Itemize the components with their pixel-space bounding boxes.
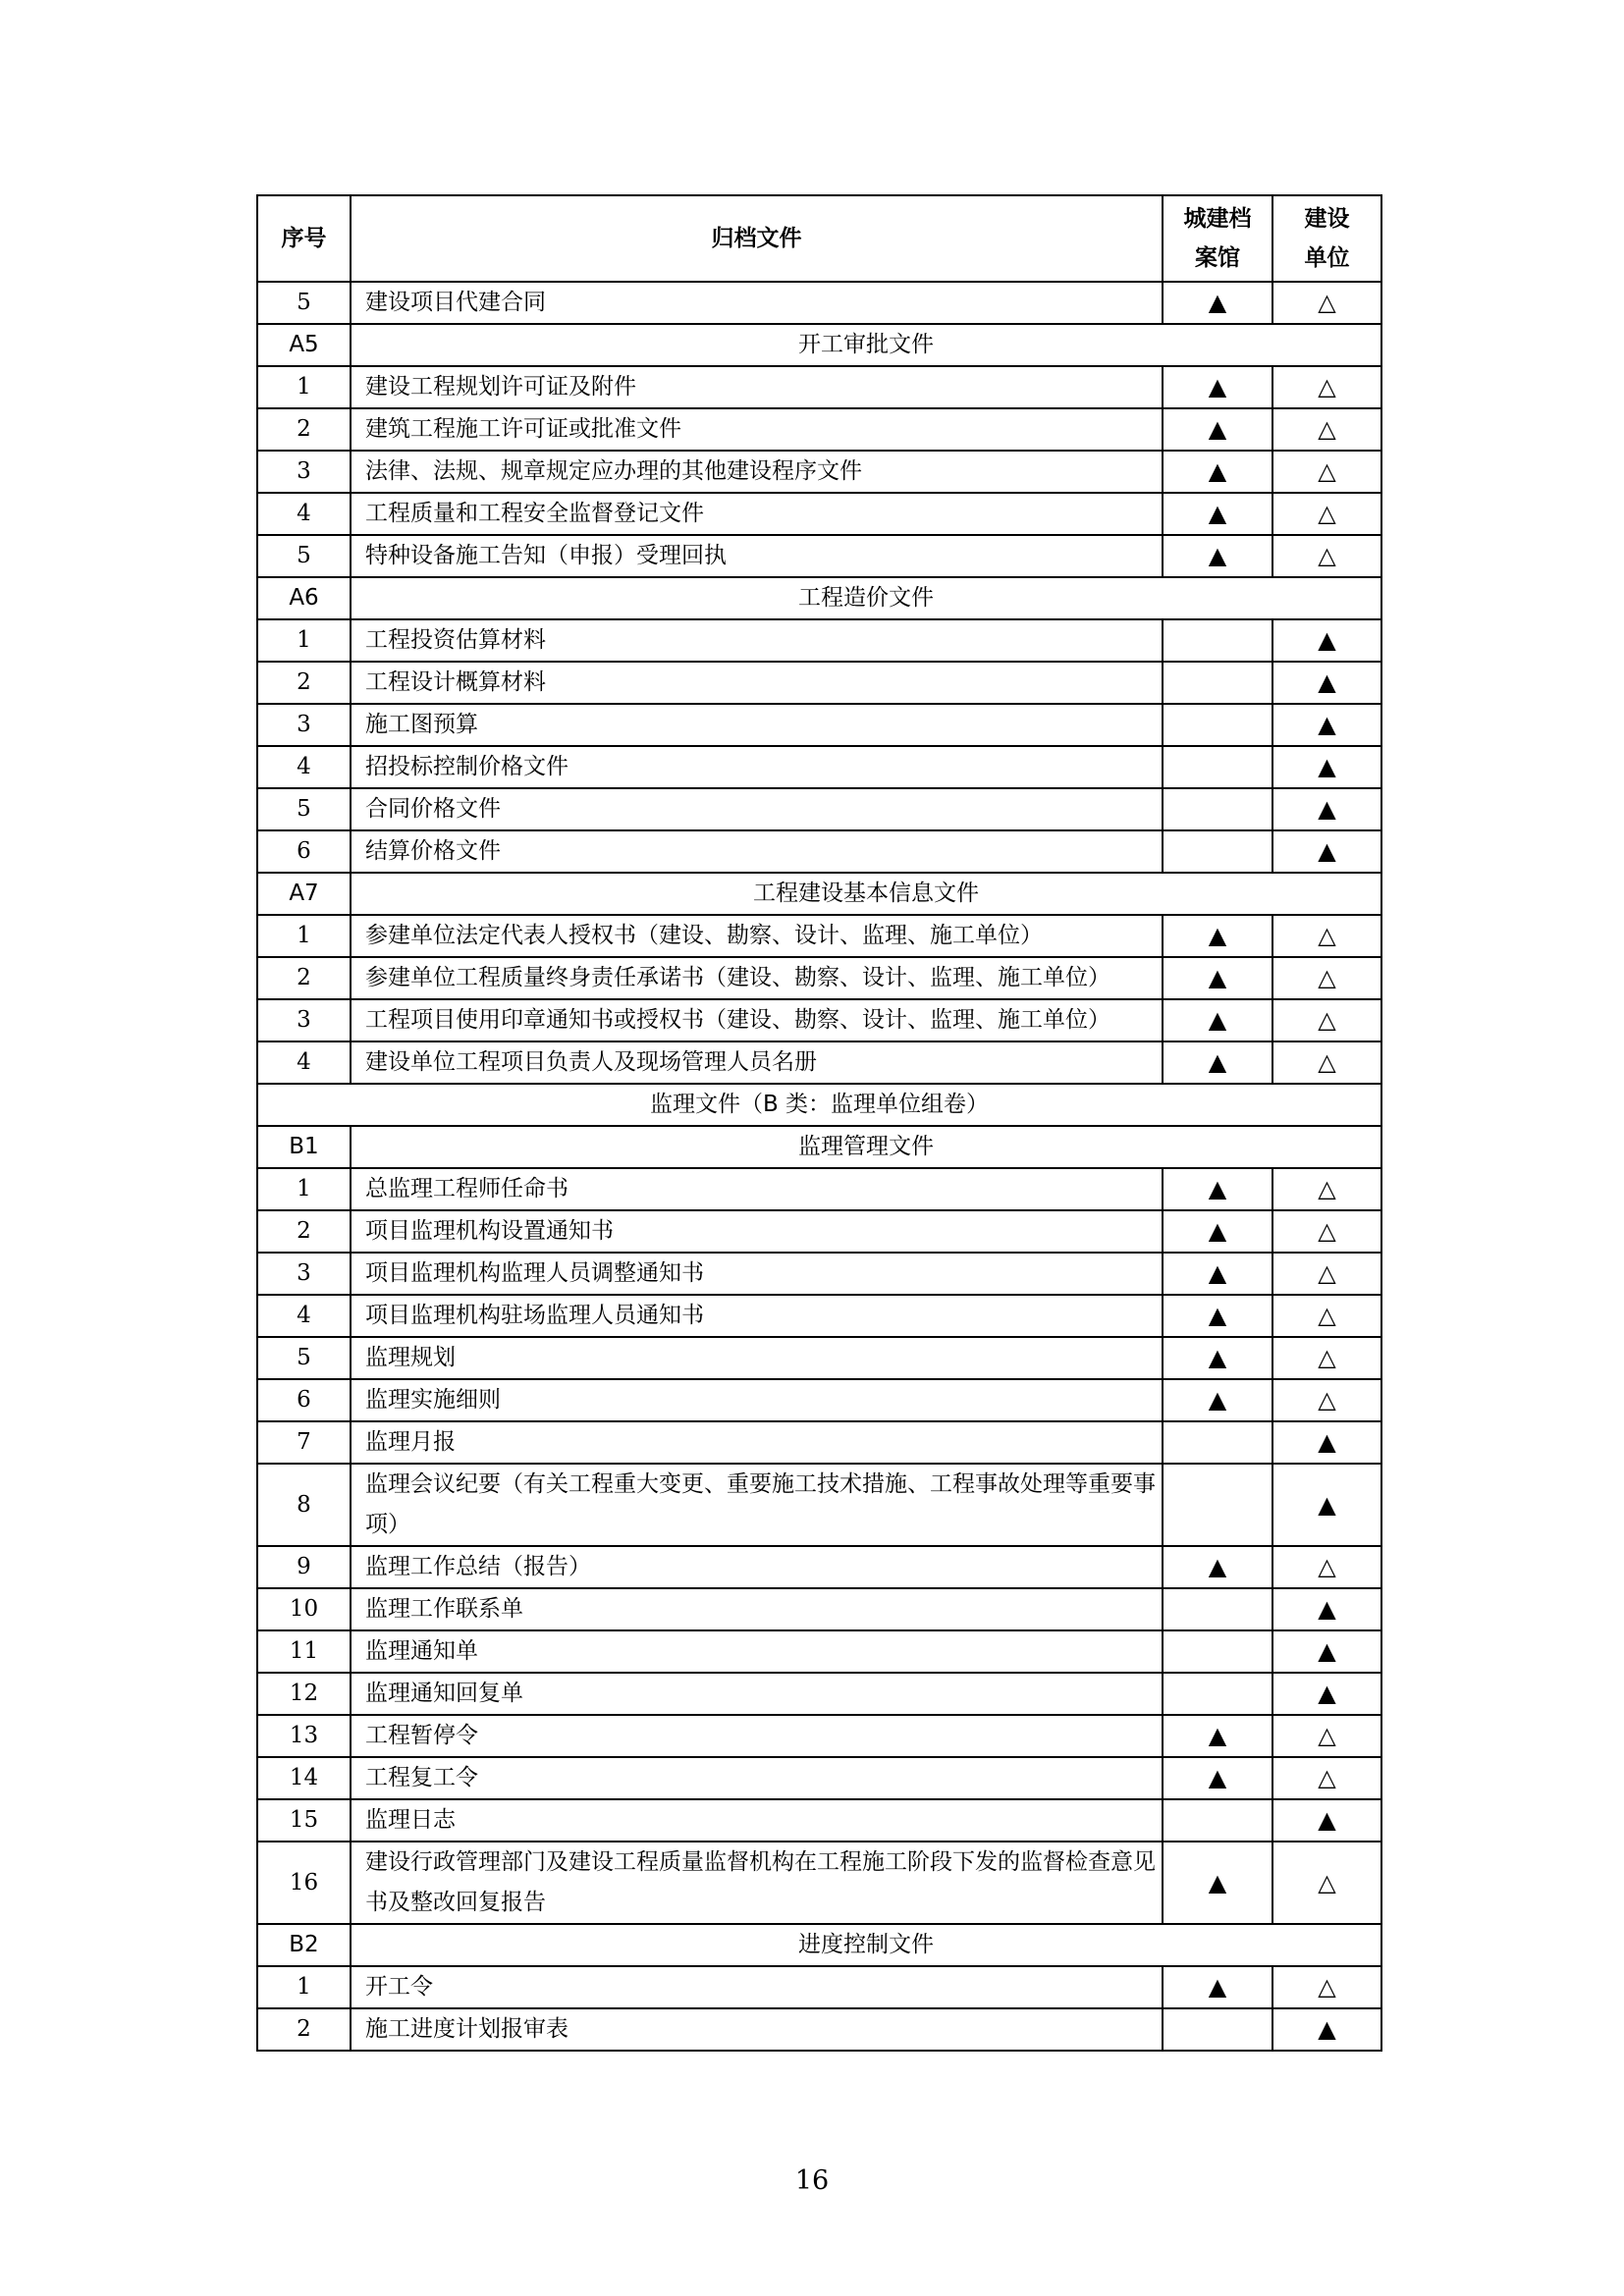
owner-mark: ▲ [1272,619,1381,662]
document-name: 监理通知单 [351,1630,1163,1673]
section-code: A7 [257,873,351,915]
table-row [257,999,1381,1041]
table-row [257,451,1381,493]
row-number: 6 [257,830,351,873]
document-name: 项目监理机构设置通知书 [351,1210,1163,1253]
owner-mark: ▲ [1272,704,1381,746]
document-name: 工程项目使用印章通知书或授权书（建设、勘察、设计、监理、施工单位） [351,999,1163,1041]
header-name: 归档文件 [351,195,1163,282]
header-no: 序号 [257,195,351,282]
owner-mark: △ [1272,999,1381,1041]
owner-mark: △ [1272,282,1381,324]
document-name: 结算价格文件 [351,830,1163,873]
row-number: 1 [257,619,351,662]
owner-mark: ▲ [1272,788,1381,830]
row-number: 1 [257,1168,351,1210]
archive-mark: ▲ [1163,451,1272,493]
table-row [257,366,1381,408]
document-name: 参建单位工程质量终身责任承诺书（建设、勘察、设计、监理、施工单位） [351,957,1163,999]
owner-mark: △ [1272,408,1381,451]
owner-mark: △ [1272,1966,1381,2008]
document-name: 项目监理机构驻场监理人员通知书 [351,1295,1163,1337]
archive-mark [1163,830,1272,873]
document-name: 总监理工程师任命书 [351,1168,1163,1210]
row-number: 2 [257,957,351,999]
archive-mark [1163,1630,1272,1673]
table-body [257,282,1381,2051]
archive-mark: ▲ [1163,1168,1272,1210]
row-number: 5 [257,1337,351,1379]
row-number: 3 [257,1253,351,1295]
archive-mark: ▲ [1163,1757,1272,1799]
archive-mark [1163,746,1272,788]
owner-mark: △ [1272,1379,1381,1421]
archive-mark: ▲ [1163,535,1272,577]
owner-mark: ▲ [1272,746,1381,788]
archive-mark: ▲ [1163,999,1272,1041]
archive-mark: ▲ [1163,1715,1272,1757]
owner-mark: △ [1272,1295,1381,1337]
table-row [257,1673,1381,1715]
archive-mark: ▲ [1163,1295,1272,1337]
archive-mark: ▲ [1163,915,1272,957]
row-number: 2 [257,662,351,704]
row-number: 9 [257,1546,351,1588]
row-number: 2 [257,1210,351,1253]
row-number: 13 [257,1715,351,1757]
row-number: 7 [257,1421,351,1464]
table-row [257,1757,1381,1799]
row-number: 14 [257,1757,351,1799]
owner-mark: △ [1272,493,1381,535]
table-row [257,1421,1381,1464]
owner-mark: △ [1272,1253,1381,1295]
section-code: B1 [257,1126,351,1168]
table-row [257,704,1381,746]
owner-mark: △ [1272,1715,1381,1757]
row-number: 5 [257,788,351,830]
owner-mark: ▲ [1272,2008,1381,2051]
table-row [257,1464,1381,1546]
document-name: 建设项目代建合同 [351,282,1163,324]
document-name: 监理月报 [351,1421,1163,1464]
table-row [257,1966,1381,2008]
row-number: 3 [257,999,351,1041]
owner-mark: ▲ [1272,1588,1381,1630]
row-number: 3 [257,704,351,746]
header-owner [1272,195,1381,282]
row-number: 11 [257,1630,351,1673]
row-number: 5 [257,282,351,324]
archive-mark: ▲ [1163,408,1272,451]
archive-mark [1163,619,1272,662]
document-name: 监理实施细则 [351,1379,1163,1421]
table-row [257,1168,1381,1210]
document-name: 建筑工程施工许可证或批准文件 [351,408,1163,451]
table-row [257,1546,1381,1588]
document-name: 工程设计概算材料 [351,662,1163,704]
row-number: 12 [257,1673,351,1715]
table-row [257,1630,1381,1673]
table-row [257,746,1381,788]
row-number: 2 [257,2008,351,2051]
row-number: 4 [257,746,351,788]
section-title: 工程建设基本信息文件 [351,873,1381,915]
table-row [257,662,1381,704]
archive-mark [1163,1464,1272,1546]
archive-mark: ▲ [1163,1041,1272,1084]
section-code: A6 [257,577,351,619]
section-row [257,577,1381,619]
document-name: 工程暂停令 [351,1715,1163,1757]
section-row [257,1924,1381,1966]
row-number: 15 [257,1799,351,1842]
owner-mark: △ [1272,1210,1381,1253]
header-archive [1163,195,1272,282]
owner-mark: △ [1272,957,1381,999]
archive-mark: ▲ [1163,1379,1272,1421]
archive-mark [1163,788,1272,830]
header-owner-text: 建设单位 [1304,206,1350,271]
owner-mark: ▲ [1272,1799,1381,1842]
document-name: 监理日志 [351,1799,1163,1842]
section-title: 监理管理文件 [351,1126,1381,1168]
table-row [257,830,1381,873]
owner-mark: △ [1272,1337,1381,1379]
table-row [257,2008,1381,2051]
section-code: A5 [257,324,351,366]
owner-mark: △ [1272,366,1381,408]
section-row [257,324,1381,366]
document-name: 项目监理机构监理人员调整通知书 [351,1253,1163,1295]
section-row [257,873,1381,915]
table-row [257,957,1381,999]
row-number: 1 [257,1966,351,2008]
row-number: 4 [257,1041,351,1084]
table-row [257,619,1381,662]
table-row [257,1041,1381,1084]
document-name: 开工令 [351,1966,1163,2008]
section-row [257,1126,1381,1168]
table-row [257,1253,1381,1295]
archive-mark: ▲ [1163,1842,1272,1924]
document-name: 施工进度计划报审表 [351,2008,1163,2051]
document-name: 招投标控制价格文件 [351,746,1163,788]
archive-file-table [256,194,1382,2052]
archive-mark: ▲ [1163,366,1272,408]
page-number: 16 [794,2165,830,2196]
archive-mark: ▲ [1163,493,1272,535]
owner-mark: ▲ [1272,662,1381,704]
row-number: 8 [257,1464,351,1546]
row-number: 10 [257,1588,351,1630]
row-number: 1 [257,915,351,957]
row-number: 1 [257,366,351,408]
document-name: 建设工程规划许可证及附件 [351,366,1163,408]
owner-mark: ▲ [1272,1673,1381,1715]
table-row [257,1715,1381,1757]
archive-mark [1163,704,1272,746]
row-number: 3 [257,451,351,493]
table-row [257,1210,1381,1253]
owner-mark: ▲ [1272,830,1381,873]
archive-mark [1163,1588,1272,1630]
table-row [257,1588,1381,1630]
document-name: 施工图预算 [351,704,1163,746]
owner-mark: △ [1272,1168,1381,1210]
row-number: 4 [257,493,351,535]
archive-mark: ▲ [1163,1253,1272,1295]
document-name: 特种设备施工告知（申报）受理回执 [351,535,1163,577]
row-number: 2 [257,408,351,451]
section-title: 开工审批文件 [351,324,1381,366]
section-title: 工程造价文件 [351,577,1381,619]
header-archive-text: 城建档案馆 [1183,206,1252,271]
document-name: 参建单位法定代表人授权书（建设、勘察、设计、监理、施工单位） [351,915,1163,957]
table-row [257,1295,1381,1337]
archive-mark: ▲ [1163,282,1272,324]
archive-mark [1163,662,1272,704]
archive-mark [1163,1673,1272,1715]
owner-mark: △ [1272,915,1381,957]
owner-mark: ▲ [1272,1630,1381,1673]
table-row [257,408,1381,451]
owner-mark: △ [1272,535,1381,577]
category-row [257,1084,1381,1126]
archive-mark [1163,1421,1272,1464]
archive-mark: ▲ [1163,957,1272,999]
table-header-row [257,195,1381,282]
document-name: 法律、法规、规章规定应办理的其他建设程序文件 [351,451,1163,493]
document-name: 监理会议纪要（有关工程重大变更、重要施工技术措施、工程事故处理等重要事项） [351,1464,1163,1546]
document-name: 建设单位工程项目负责人及现场管理人员名册 [351,1041,1163,1084]
table-row [257,1379,1381,1421]
owner-mark: △ [1272,1842,1381,1924]
owner-mark: △ [1272,1041,1381,1084]
document-name: 建设行政管理部门及建设工程质量监督机构在工程施工阶段下发的监督检查意见书及整改回复报告 [351,1842,1163,1924]
table-row [257,535,1381,577]
table-row [257,282,1381,324]
row-number: 16 [257,1842,351,1924]
row-number: 6 [257,1379,351,1421]
table-row [257,1799,1381,1842]
archive-mark: ▲ [1163,1546,1272,1588]
table-row [257,788,1381,830]
archive-mark: ▲ [1163,1966,1272,2008]
row-number: 5 [257,535,351,577]
owner-mark: ▲ [1272,1421,1381,1464]
table-row [257,915,1381,957]
table-row [257,493,1381,535]
document-name: 监理通知回复单 [351,1673,1163,1715]
section-code: B2 [257,1924,351,1966]
section-title: 进度控制文件 [351,1924,1381,1966]
owner-mark: ▲ [1272,1464,1381,1546]
archive-mark [1163,2008,1272,2051]
row-number: 4 [257,1295,351,1337]
owner-mark: △ [1272,451,1381,493]
document-name: 合同价格文件 [351,788,1163,830]
table-row [257,1337,1381,1379]
document-name: 工程复工令 [351,1757,1163,1799]
owner-mark: △ [1272,1546,1381,1588]
archive-mark: ▲ [1163,1337,1272,1379]
archive-mark [1163,1799,1272,1842]
document-name: 工程质量和工程安全监督登记文件 [351,493,1163,535]
table-row [257,1842,1381,1924]
archive-mark: ▲ [1163,1210,1272,1253]
document-name: 监理工作联系单 [351,1588,1163,1630]
category-title: 监理文件（B 类：监理单位组卷） [257,1084,1381,1126]
owner-mark: △ [1272,1757,1381,1799]
document-name: 监理规划 [351,1337,1163,1379]
document-name: 监理工作总结（报告） [351,1546,1163,1588]
document-name: 工程投资估算材料 [351,619,1163,662]
